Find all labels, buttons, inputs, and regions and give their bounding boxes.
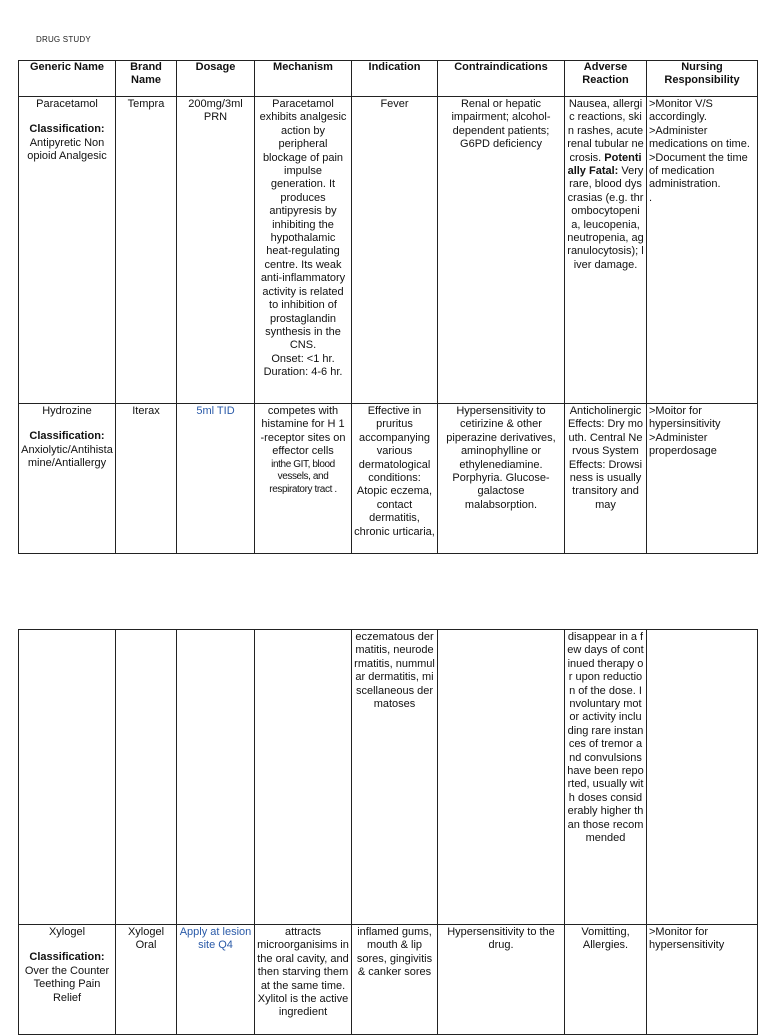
generic-name: Paracetamol	[36, 98, 98, 110]
cell-mechanism	[255, 630, 352, 925]
cell-nursing	[647, 404, 758, 554]
cell-brand: Tempra	[116, 97, 177, 404]
cell-nursing	[647, 97, 758, 404]
header-row	[19, 61, 758, 97]
cell-mechanism	[255, 97, 352, 404]
cell-nursing	[647, 630, 758, 925]
classification-value: Over the Counter Teething Pain Relief	[24, 964, 110, 1004]
header-nursing-responsibility: Nursing Responsibility	[647, 61, 758, 97]
cell-contraindications: Hypersensitivity to the drug.	[438, 925, 565, 1035]
generic-name: Xylogel	[48, 926, 86, 938]
cell-contraindications: Renal or hepatic impairment; alcohol-dependent patients; G6PD deficiency	[438, 97, 565, 404]
generic-name: Hydrozine	[42, 405, 92, 417]
classification-value: Antipyretic Non opioid Analgesic	[27, 136, 107, 163]
cell-brand: Iterax	[116, 404, 177, 554]
header-contraindications: Contraindications	[438, 61, 565, 97]
nursing-item: >Administer properdosage	[649, 431, 717, 458]
cell-contraindications: Hypersensitivity to cetirizine & other piperazine derivatives, aminophylline or ethylenediamine. Porphyria. Glucose-galactose malabsorption.	[438, 404, 565, 554]
header-brand-name: Brand Name	[116, 61, 177, 97]
adverse-text: Nausea, allergic reactions, skin rashes, acute renal tubular necrosis.	[567, 98, 644, 164]
table-row-paracetamol	[19, 97, 758, 404]
cell-brand	[116, 630, 177, 925]
nursing-item: .	[649, 191, 653, 204]
cell-generic	[19, 630, 116, 925]
cell-brand: Xylogel Oral	[116, 925, 177, 1035]
mechanism-text: -receptor sites on effector cells	[260, 431, 346, 458]
drug-study-table	[18, 60, 758, 554]
cell-adverse	[565, 97, 647, 404]
nursing-item: >Monitor V/S accordingly.	[649, 98, 713, 124]
nursing-item: >Moitor for hypersinsitivity	[649, 405, 721, 431]
cell-mechanism	[255, 404, 352, 554]
onset-text: Onset: <1 hr.	[271, 352, 335, 365]
table-row-xylogel	[19, 925, 758, 1035]
potentially-fatal-label: Potentially Fatal:	[567, 151, 642, 178]
duration-text: Duration: 4-6 hr.	[263, 366, 343, 379]
cell-mechanism: attracts microorganisims in the oral cavity, and then starving them at the same time. Xylitol is the active ingredient	[255, 925, 352, 1035]
mechanism-text: Paracetamol exhibits analgesic action by peripheral blockage of pain impulse generation. It produces antipyresis by inhibiting the hypothalamic heat-regulating centre. Its weak anti-inflammatory activity is related to inhibition of prostaglandin synthesis in the CNS.	[259, 98, 347, 352]
cell-indication: inflamed gums, mouth & lip sores, gingivitis & canker sores	[352, 925, 438, 1035]
adverse-fatal-text: Very rare, blood dyscrasias (e.g. thrombocytopenia, leucopenia, neutropenia, agranulocytosis); liver damage.	[567, 165, 644, 271]
nursing-item: >Administer medications on time.	[649, 124, 750, 151]
header-generic-name: Generic Name	[19, 61, 116, 97]
cell-dosage	[177, 630, 255, 925]
header-mechanism: Mechanism	[255, 61, 352, 97]
cell-indication: Effective in pruritus accompanying various dermatological conditions: Atopic eczema, contact dermatitis, chronic urticaria,	[352, 404, 438, 554]
classification-label: Classification:	[29, 951, 105, 964]
cell-adverse: Anticholinergic Effects: Dry mouth. Central Nervous System Effects: Drowsiness is usually transitory and may	[565, 404, 647, 554]
cell-indication: eczematous dermatitis, neurodermatitis, nummular dermatitis, miscellaneous dermatoses	[352, 630, 438, 925]
cell-contraindications	[438, 630, 565, 925]
cell-dosage: 200mg/3ml PRN	[177, 97, 255, 404]
cell-dosage: Apply at lesion site Q4	[177, 925, 255, 1035]
mechanism-text: competes with histamine for H 1	[261, 405, 345, 431]
classification-label: Classification:	[29, 123, 105, 136]
table-row-hydrozine	[19, 404, 758, 554]
header-indication: Indication	[352, 61, 438, 97]
table-row-hydrozine-continued	[19, 630, 758, 925]
cell-dosage: 5ml TID	[177, 404, 255, 554]
cell-generic	[19, 404, 116, 554]
cell-nursing	[647, 925, 758, 1035]
cell-adverse: Vomitting, Allergies.	[565, 925, 647, 1035]
drug-study-table-continued	[18, 629, 758, 1035]
classification-value: Anxiolytic/Antihistamine/Antiallergy	[21, 443, 113, 470]
nursing-item: >Monitor for hypersensitivity	[649, 926, 725, 952]
header-dosage: Dosage	[177, 61, 255, 97]
cell-adverse: disappear in a few days of continued therapy or upon reduction of the dose. Involuntary motor activity including rare instances of tremor and convulsions have been reported, usually with doses considerably higher than those recommended	[565, 630, 647, 925]
cell-indication: Fever	[352, 97, 438, 404]
document-title: DRUG STUDY	[36, 35, 91, 44]
header-adverse-reaction: Adverse Reaction	[565, 61, 647, 97]
cell-generic	[19, 925, 116, 1035]
cell-generic	[19, 97, 116, 404]
mechanism-text: inthe GIT, blood vessels, and respiratory tract .	[269, 458, 337, 495]
classification-label: Classification:	[29, 430, 105, 443]
nursing-item: >Document the time of medication administration.	[649, 151, 748, 191]
